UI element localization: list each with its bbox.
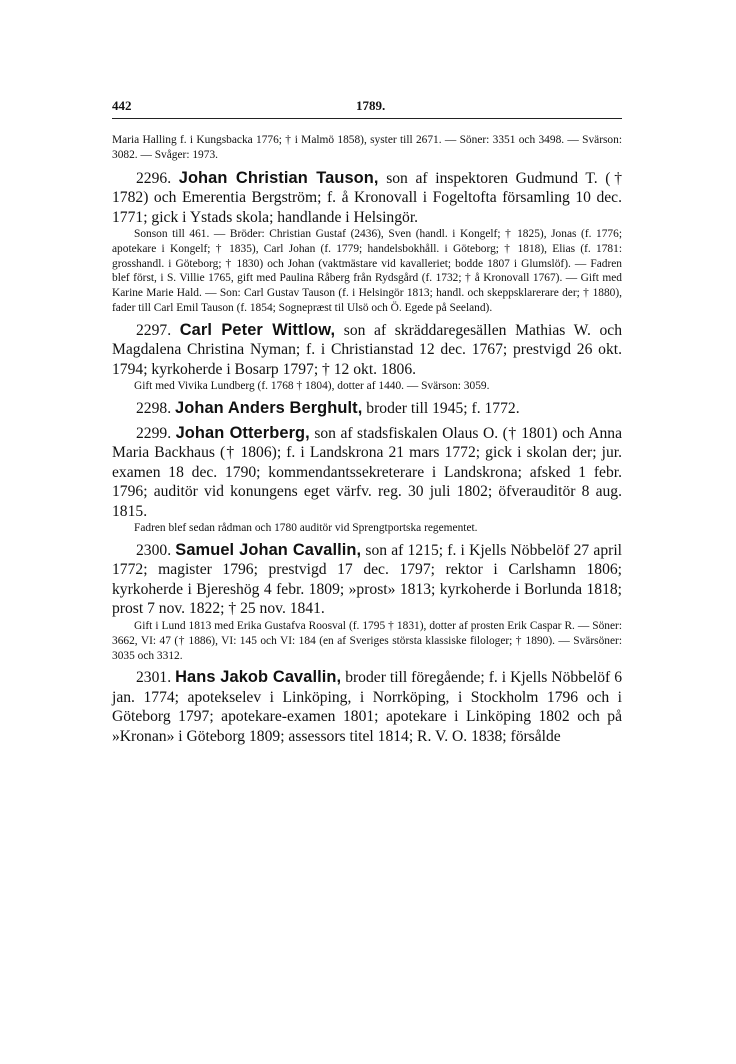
entry-name: Carl Peter Wittlow,	[179, 320, 336, 339]
entry-2297	[112, 321, 622, 394]
entry-note: Fadren blef sedan rådman och 1780 auditör vid Sprengtportska regementet.	[134, 522, 478, 535]
entry-2298	[112, 399, 622, 419]
entry-name: Johan Anders Berghult,	[175, 399, 363, 418]
entry-number: 2298.	[136, 400, 172, 418]
entry-name: Samuel Johan Cavallin,	[175, 540, 362, 559]
entry-number: 2297.	[136, 321, 172, 339]
entry-2299	[112, 424, 622, 536]
entry-text: son af inspektoren Gudmund T. († 1782) och Emerentia Bergström; f. å Kronovall i Fogeltofta församling 10 dec. 1771; gick i Ystads skola; handlande i Helsingör.	[112, 169, 622, 226]
entry-note: Gift med Vivika Lundberg (f. 1768 † 1804), dotter af 1440. — Svärson: 3059.	[134, 380, 490, 393]
entry-2300	[112, 541, 622, 663]
entry-number: 2300.	[136, 541, 172, 559]
entry-text: son af stadsfiskalen Olaus O. († 1801) och Anna Maria Backhaus († 1806); f. i Landskrona 21 mars 1772; gick i skolan der; jur. examen 18 dec. 1790; kommendantssekreterare i Landskrona; afsked 1 febr. 1796; auditör vid konungens eget värfv. reg. 30 juli 1802; öfverauditör 8 aug. 1815.	[112, 424, 622, 520]
entry-2296	[112, 169, 622, 316]
entry-text: son af skräddaregesällen Mathias W. och Magdalena Christina Nyman; f. i Christianstad 12 dec. 1767; prestvigd 26 okt. 1794; kyrkoherde i Bosarp 1797; † 12 okt. 1806.	[112, 321, 622, 378]
entry-2301	[112, 668, 622, 746]
entry-note: Gift i Lund 1813 med Erika Gustafva Roosval (f. 1795 † 1831), dotter af prosten Erik Caspar R. — Söner: 3662, VI: 47 († 1886), VI: 145 och VI: 184 (en af Sveriges största klassiske filologer; † 1890). — Svärsöner: 3035 och 3312.	[112, 619, 622, 662]
entry-name: Johan Christian Tauson,	[178, 168, 379, 187]
entry-number: 2299.	[136, 424, 172, 442]
page-number: 442	[112, 98, 132, 113]
running-header	[112, 96, 622, 119]
entry-note: Sonson till 461. — Bröder: Christian Gustaf (2436), Sven (handl. i Kongelf; † 1825), Jonas (f. 1776; apotekare i Kongelf; † 1835), Carl Johan (f. 1779; handelsbokhåll. i Göteborg; † 1818), Elias (f. 1781: grosshandl. i Göteborg; † 1830) och Johan (vaktmästare vid kavalleriet; bodde 1807 i Glumslöf). — Fadren blef först, i S. Villie 1765, gift med Paulina Råberg från Rydsgård (f. 1732; † å Kronovall 1767). — Gift med Karine Marie Hald. — Son: Carl Gustav Tauson (f. i Helsingör 1813; handl. och skeppsklarerare der; † 1880), fader till Carl Emil Tauson (f. 1854; Sognepræst til Ulsö och Ö. Egede på Seeland).	[112, 228, 622, 315]
running-year: 1789.	[356, 98, 386, 113]
entry-name: Hans Jakob Cavallin,	[175, 668, 342, 687]
continued-note: Maria Halling f. i Kungsbacka 1776; † i Malmö 1858), syster till 2671. — Söner: 3351 och 3498. — Svärson: 3082. — Svåger: 1973.	[112, 134, 622, 161]
entry-text: son af 1215; f. i Kjells Nöbbelöf 27 april 1772; magister 1796; prestvigd 17 dec. 1797; rektor i Carlshamn 1806; kyrkoherde i Bjereshög 4 febr. 1809; »prost» 1813; kyrkoherde i Borlunda 1818; prost 7 nov. 1822; † 25 nov. 1841.	[112, 541, 622, 618]
entry-text: broder till föregående; f. i Kjells Nöbbelöf 6 jan. 1774; apotekselev i Linköping, i Norrköping, i Stockholm 1796 och i Göteborg 1797; apotekare-examen 1801; apotekare i Linköping 1802 och på »Kronan» i Göteborg 1809; assessors titel 1814; R. V. O. 1838; försålde	[112, 669, 622, 745]
entry-number: 2296.	[136, 169, 172, 187]
entry-number: 2301.	[136, 669, 172, 687]
entry-text: broder till 1945; f. 1772.	[366, 400, 520, 418]
book-page	[112, 96, 622, 751]
entry-name: Johan Otterberg,	[175, 423, 310, 442]
